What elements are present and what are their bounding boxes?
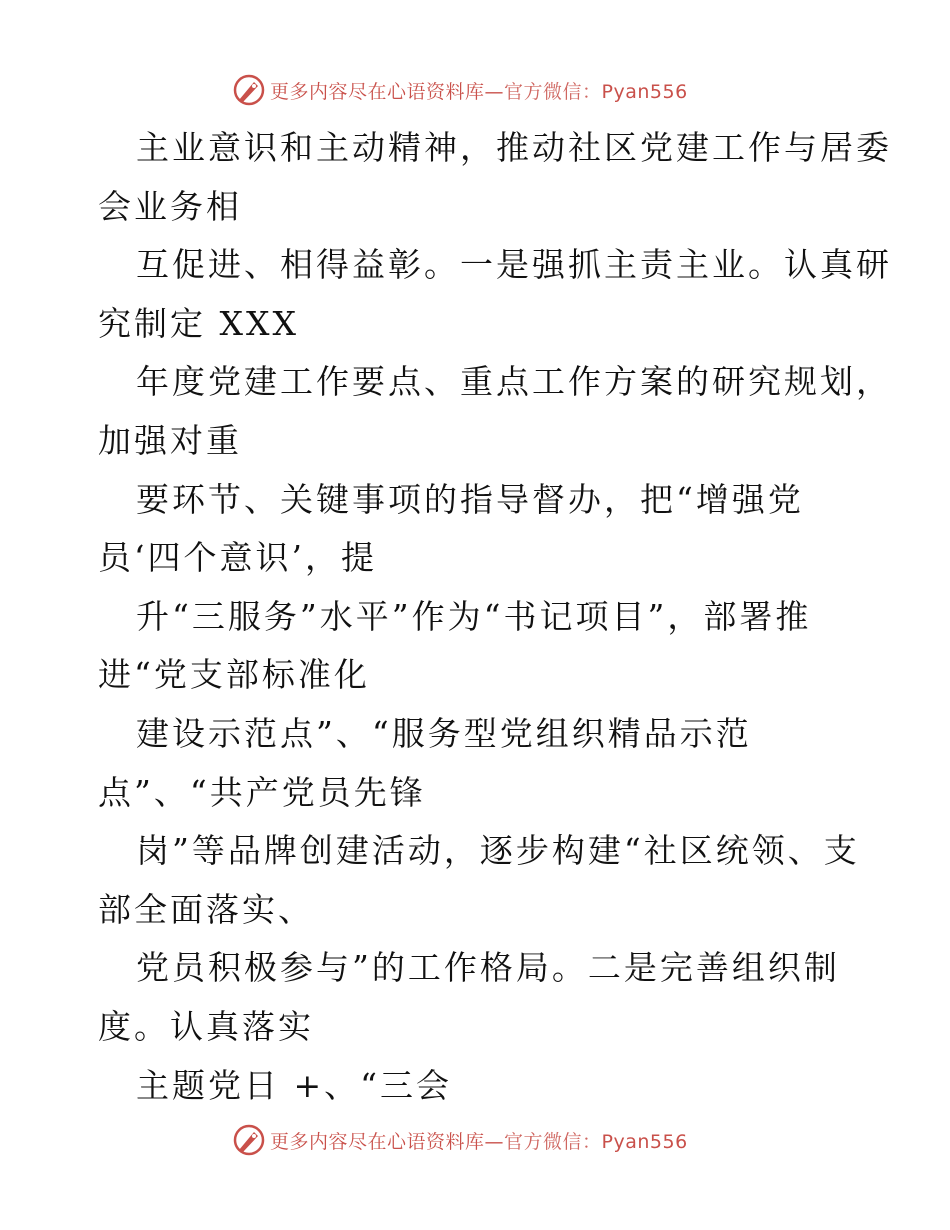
body-line: 员‘四个意识’，提	[98, 538, 377, 578]
body-line: 会业务相	[98, 186, 242, 226]
footer-separator: —	[484, 1130, 505, 1153]
body-line: 加强对重	[98, 420, 242, 460]
pen-nib-logo-icon	[232, 73, 266, 107]
body-line: 年度党建工作要点、重点工作方案的研究规划，	[136, 362, 892, 402]
footer-wechat-label: 官方微信：	[504, 1130, 602, 1153]
footer-wechat-id: Pyan556	[601, 1130, 688, 1153]
body-line: 升“三服务”水平”作为“书记项目”，部署推	[136, 596, 812, 636]
document-body	[98, 119, 892, 1115]
body-line: 点”、“共产党员先锋	[98, 772, 426, 812]
header-brand: 更多内容尽在心语资料库	[270, 80, 485, 103]
body-line: 主业意识和主动精神，推动社区党建工作与居委	[136, 128, 892, 167]
body-line: 岗”等品牌创建活动，逐步构建“社区统领、支	[136, 831, 860, 871]
footer-banner	[0, 1120, 950, 1160]
body-line: 度。认真落实	[98, 1006, 314, 1046]
body-line: 互促进、相得益彰。一是强抓主责主业。认真研	[136, 245, 892, 285]
header-separator: —	[484, 80, 505, 103]
body-line: 究制定 XXX	[98, 303, 299, 343]
header-wechat-label: 官方微信：	[504, 80, 602, 103]
footer-brand: 更多内容尽在心语资料库	[270, 1130, 485, 1153]
header-banner	[0, 70, 950, 110]
body-line: 进“党支部标准化	[98, 655, 370, 695]
body-line: 部全面落实、	[98, 889, 314, 929]
header-wechat-id: Pyan556	[601, 80, 688, 103]
body-line: 建设示范点”、“服务型党组织精品示范	[136, 713, 752, 753]
header-text	[270, 77, 688, 104]
footer-text	[270, 1127, 688, 1154]
body-line: 主题党日 +、“三会	[136, 1065, 453, 1105]
body-line: 要环节、关键事项的指导督办，把“增强党	[136, 479, 804, 519]
pen-nib-logo-icon	[232, 1123, 266, 1157]
body-line: 党员积极参与”的工作格局。二是完善组织制	[136, 948, 840, 988]
